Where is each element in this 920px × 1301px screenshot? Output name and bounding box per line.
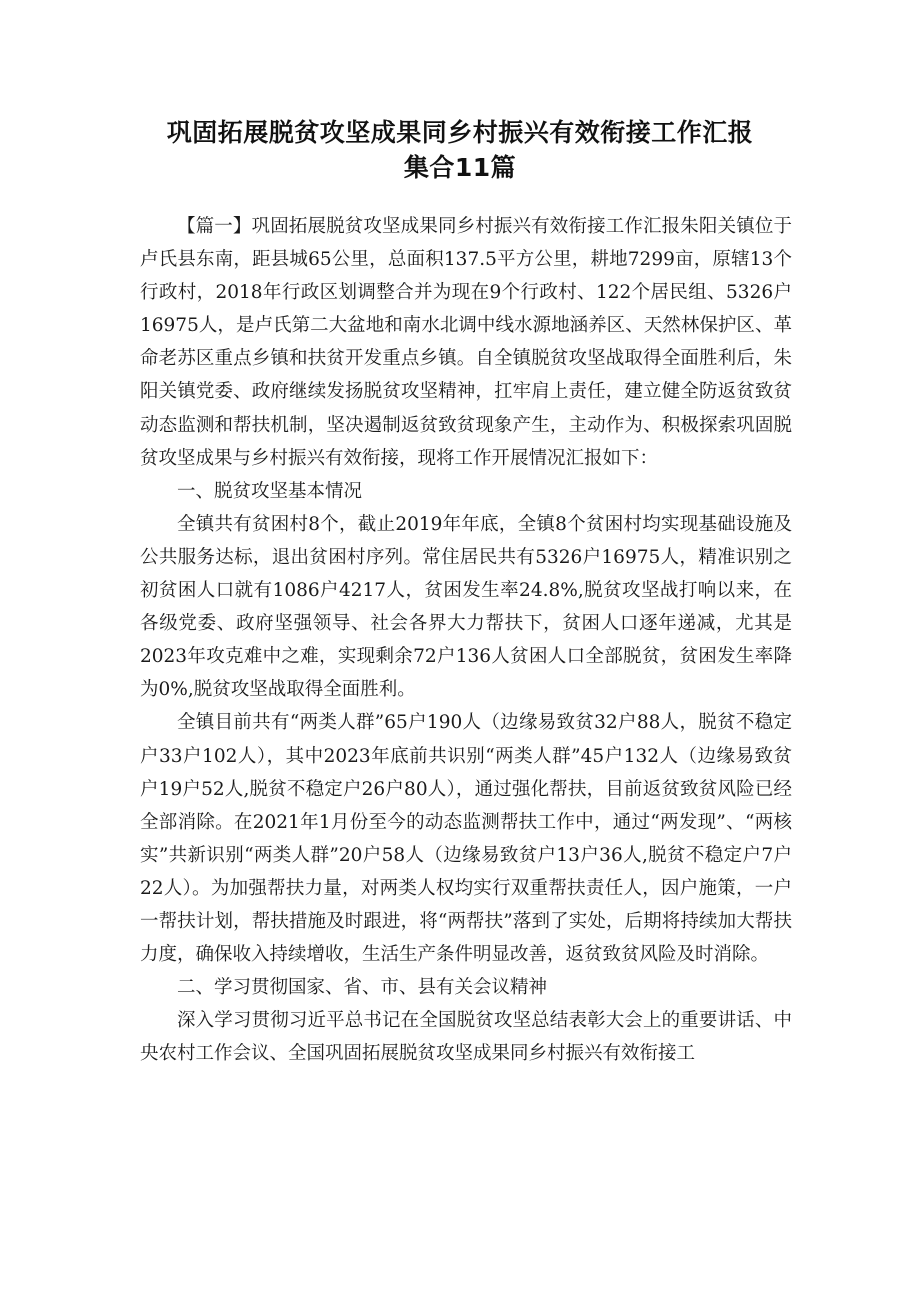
section-heading-2: 二、学习贯彻国家、省、市、县有关会议精神 <box>177 977 548 999</box>
document-body <box>140 210 792 1070</box>
paragraph-basic-situation: 全镇共有贫困村8个，截止2019年年底，全镇8个贫困村均实现基础设施及公共服务达标，退出贫困村序列。常住居民共有5326户16975人，精准识别之初贫困人口就有1086户4217人，贫困发生率24.8%,脱贫攻坚战打响以来，在各级党委、政府坚强领导、社会各界大力帮扶下，贫困人口逐年递减，尤其是2023年攻克难中之难，实现剩余72户136人贫困人口全部脱贫，贫困发生率降为0%,脱贫攻坚战取得全面胜利。 <box>140 513 792 701</box>
document-title-line-2: 集合11篇 <box>403 153 517 182</box>
paragraph-two-groups: 全镇目前共有“两类人群”65户190人（边缘易致贫32户88人，脱贫不稳定户33户102人），其中2023年底前共识别“两类人群”45户132人（边缘易致贫户19户52人,脱贫不稳定户26户80人），通过强化帮扶，目前返贫致贫风险已经全部消除。在2021年1月份至今的动态监测帮扶工作中，通过“两发现”、“两核实”共新识别“两类人群”20户58人（边缘易致贫户13户36人,脱贫不稳定户7户22人）。为加强帮扶力量，对两类人权均实行双重帮扶责任人，因户施策，一户一帮扶计划，帮扶措施及时跟进，将“两帮扶”落到了实处，后期将持续加大帮扶力度，确保收入持续增收，生活生产条件明显改善，返贫致贫风险及时消除。 <box>140 712 792 966</box>
paragraph-study-meetings: 深入学习贯彻习近平总书记在全国脱贫攻坚总结表彰大会上的重要讲话、中央农村工作会议、全国巩固拓展脱贫攻坚成果同乡村振兴有效衔接工 <box>140 1010 792 1065</box>
document-title-line-1: 巩固拓展脱贫攻坚成果同乡村振兴有效衔接工作汇报 <box>166 118 754 147</box>
section-heading-1: 一、脱贫攻坚基本情况 <box>177 480 363 502</box>
paragraph-intro: 【篇一】巩固拓展脱贫攻坚成果同乡村振兴有效衔接工作汇报朱阳关镇位于卢氏县东南，距县城65公里，总面积137.5平方公里，耕地7299亩，原辖13个行政村，2018年行政区划调整合并为现在9个行政村、122个居民组、5326户16975人，是卢氏第二大盆地和南水北调中线水源地涵养区、天然林保护区、革命老苏区重点乡镇和扶贫开发重点乡镇。自全镇脱贫攻坚战取得全面胜利后，朱阳关镇党委、政府继续发扬脱贫攻坚精神，扛牢肩上责任，建立健全防返贫致贫动态监测和帮扶机制，坚决遏制返贫致贫现象产生，主动作为、积极探索巩固脱贫攻坚成果与乡村振兴有效衔接，现将工作开展情况汇报如下： <box>140 216 792 469</box>
